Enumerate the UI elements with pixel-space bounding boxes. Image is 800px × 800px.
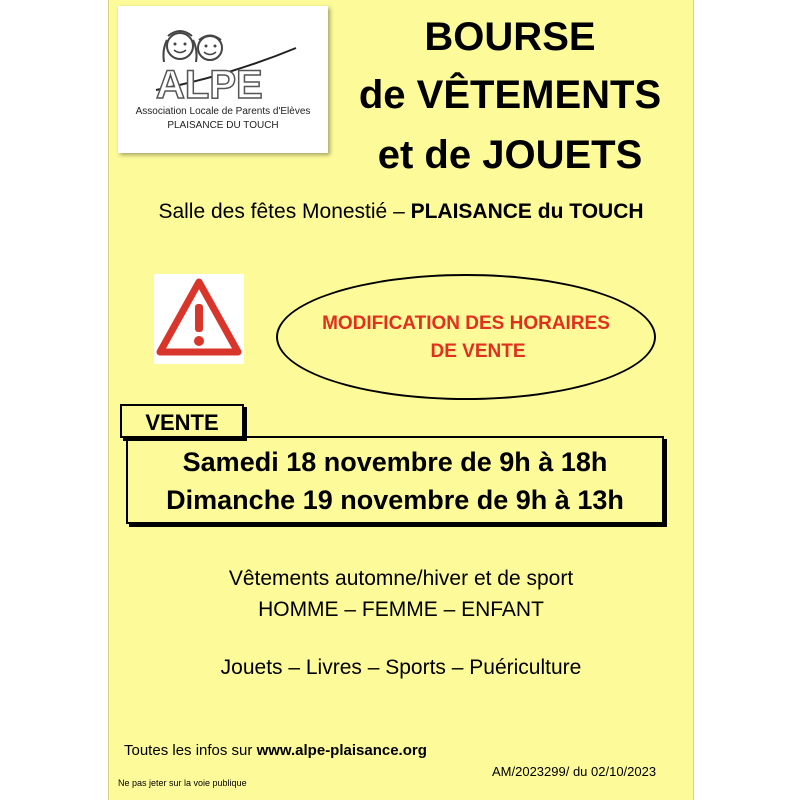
disclaimer: Ne pas jeter sur la voie publique bbox=[118, 778, 247, 788]
other-items-text: Jouets – Livres – Sports – Puériculture bbox=[220, 656, 582, 679]
logo-wordmark: ALPE bbox=[156, 63, 263, 106]
sale-date-saturday: Samedi 18 novembre de 9h à 18h bbox=[182, 447, 608, 477]
notice-line2: DE VENTE bbox=[430, 341, 526, 362]
location bbox=[108, 200, 694, 224]
notice-line1: MODIFICATION DES HORAIRES bbox=[322, 313, 610, 334]
warning-box bbox=[154, 274, 244, 364]
logo-subtitle-line2: PLAISANCE DU TOUCH bbox=[167, 120, 279, 131]
reference-number: AM/2023299/ du 02/10/2023 bbox=[492, 764, 657, 779]
warning-triangle-icon bbox=[154, 274, 244, 364]
title-line2: de VÊTEMENTS bbox=[358, 73, 662, 117]
alpe-logo bbox=[118, 6, 328, 153]
sale-dates-box bbox=[126, 436, 664, 524]
children-faces-icon bbox=[118, 6, 328, 106]
audience-text: HOMME – FEMME – ENFANT bbox=[258, 598, 544, 621]
sale-label: VENTE bbox=[120, 404, 244, 438]
footer-prefix: Toutes les infos sur bbox=[124, 742, 257, 759]
clothing-text: Vêtements automne/hiver et de sport bbox=[228, 567, 574, 590]
title-line3: et de JOUETS bbox=[377, 133, 643, 177]
sale-date-sunday: Dimanche 19 novembre de 9h à 13h bbox=[166, 485, 624, 515]
logo-subtitle-line1: Association Locale de Parents d'Elèves bbox=[135, 106, 311, 117]
venue: Salle des fêtes Monestié – bbox=[158, 200, 411, 223]
town: PLAISANCE du TOUCH bbox=[410, 200, 644, 223]
website-link[interactable]: www.alpe-plaisance.org bbox=[256, 742, 427, 759]
title-line1: BOURSE bbox=[424, 15, 596, 59]
notice-text bbox=[276, 310, 656, 366]
footer-info bbox=[124, 742, 427, 759]
